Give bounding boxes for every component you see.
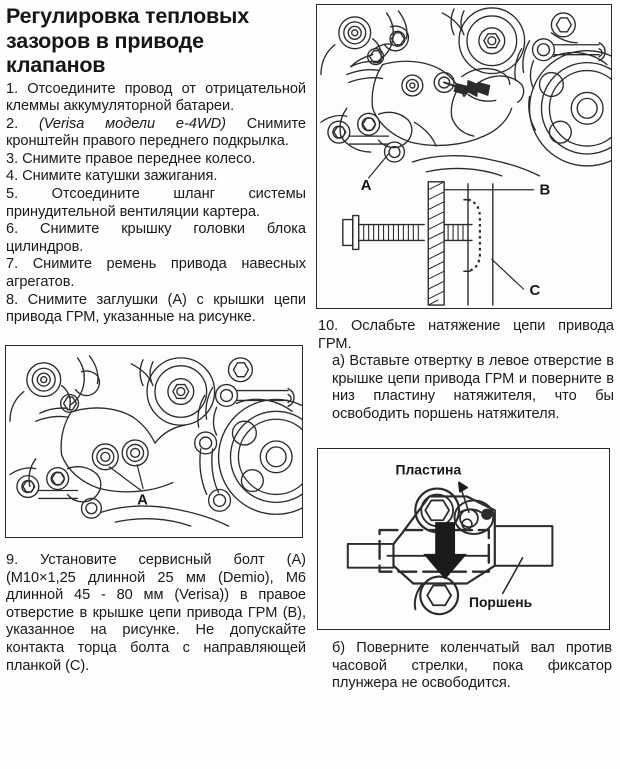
figure-chain-tensioner	[317, 448, 610, 630]
step-item-7: 7. Снимите ремень привода навесных агрегатов.	[6, 256, 306, 291]
step-2-model-note: (Verisa модели e-4WD)	[38, 115, 226, 132]
step-2-body: Снимите кронштейн правого переднего подкрылка.	[6, 115, 306, 150]
step-item-1: 1. Отсоедините провод от отрицательной клеммы аккумуляторной батареи.	[6, 80, 306, 115]
figure-timing-chain-cover-plugs	[5, 345, 303, 538]
step-item-8: 8. Снимите заглушки (A) с крышки цепи привода ГРМ, указанные на рисунке.	[6, 291, 306, 326]
steps-list-9	[6, 552, 306, 675]
step-item-10b: б) Поверните коленчатый вал против часовой стрелки, пока фиксатор плунжера не освободится.	[332, 640, 612, 692]
page-title-line-2: зазоров в приводе	[6, 28, 204, 53]
figure-bottom-left-drawing	[6, 346, 302, 537]
figure-top-right-drawing	[317, 5, 611, 308]
figure-timing-chain-cover-service-bolt	[316, 4, 612, 309]
page-title-line-1: Регулировка тепловых	[6, 4, 249, 28]
step-2-number: 2.	[6, 115, 39, 132]
steps-list-10	[318, 318, 614, 424]
step-item-5: 5. Отсоедините шланг системы принудительной вентиляции картера.	[6, 186, 306, 220]
callout-label-c: C	[529, 283, 541, 300]
steps-list-10b	[318, 640, 612, 693]
left-text-column	[6, 4, 306, 327]
callout-label-b: B	[539, 182, 551, 199]
step-item-9: 9. Установите сервисный болт (A) (M10×1,25 длинной 25 мм (Demio), M6 длинной 45 - 80 мм (Verisa)) в правое отверстие в крышке цепи привода ГРМ (B), указанное на рисунке. Не допускайте контакта торца болта с направляющей планкой (C).	[6, 552, 306, 674]
step-item-3: 3. Снимите правое переднее колесо.	[6, 150, 256, 167]
page-title-line-3: клапанов	[6, 53, 106, 77]
page-title	[6, 4, 306, 78]
callout-label-a: A	[137, 492, 148, 509]
step-item-10a: a) Вставьте отвертку в левое отверстие в крышке цепи привода ГРМ и поверните в низ пластину натяжителя, что бы освободить поршень натяжителя.	[332, 353, 614, 422]
step-item-2	[6, 116, 306, 151]
step-item-6: 6. Снимите крышку головки блока цилиндров.	[6, 221, 306, 255]
callout-label-a: A	[360, 177, 372, 194]
figure-tensioner-drawing	[318, 449, 609, 629]
callout-label-piston: Поршень	[468, 594, 533, 611]
callout-label-plate: Пластина	[395, 461, 462, 478]
step-item-4: 4. Снимите катушки зажигания.	[6, 168, 218, 185]
step-item-10: 10. Ослабьте натяжение цепи привода ГРМ.	[318, 318, 614, 352]
steps-list-1-8	[6, 81, 306, 327]
